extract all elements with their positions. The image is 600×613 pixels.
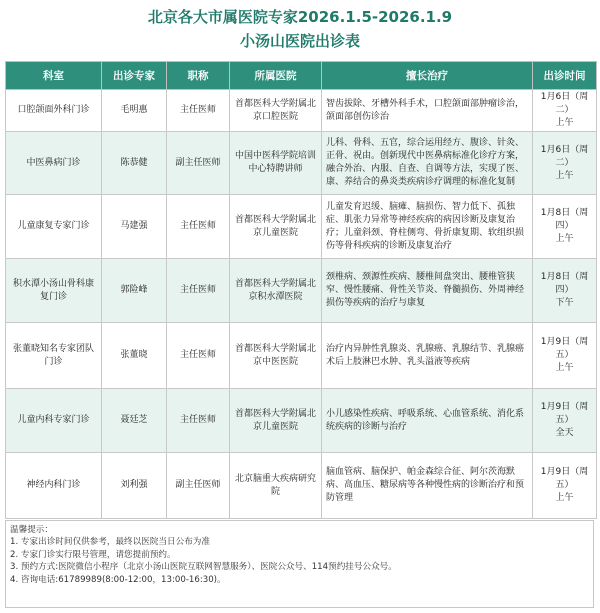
cell-doctor: 毛明惠 <box>102 90 167 132</box>
cell-doctor: 刘利强 <box>102 453 167 519</box>
time-period: 上午 <box>555 493 574 503</box>
time-period: 上午 <box>555 363 574 373</box>
time-period: 全天 <box>555 428 574 438</box>
cell-title: 主任医师 <box>167 323 230 389</box>
table-header-row <box>6 62 597 90</box>
table-row <box>6 323 597 389</box>
time-date: 1月9日（周五） <box>540 402 589 425</box>
cell-doctor: 马建强 <box>102 195 167 259</box>
header-department: 科室 <box>6 62 102 90</box>
cell-doctor: 郭险峰 <box>102 259 167 323</box>
time-period: 下午 <box>555 298 574 308</box>
header-specialty: 擅长治疗 <box>322 62 533 90</box>
table-row <box>6 259 597 323</box>
cell-time <box>533 453 597 519</box>
time-date: 1月9日（周五） <box>540 337 589 360</box>
cell-title: 副主任医师 <box>167 453 230 519</box>
cell-title: 主任医师 <box>167 389 230 453</box>
notice-heading: 温馨提示： <box>10 525 53 535</box>
cell-hospital: 中国中医科学院培训中心特聘讲师 <box>230 132 322 195</box>
cell-hospital: 首都医科大学附属北京儿童医院 <box>230 389 322 453</box>
page-subtitle: 小汤山医院出诊表 <box>239 32 360 50</box>
header-doctor: 出诊专家 <box>102 62 167 90</box>
cell-department: 儿童内科专家门诊 <box>6 389 102 453</box>
table-row <box>6 453 597 519</box>
cell-department: 张董晓知名专家团队门诊 <box>6 323 102 389</box>
cell-hospital: 首都医科大学附属北京儿童医院 <box>230 195 322 259</box>
cell-doctor: 陈恭健 <box>102 132 167 195</box>
time-date: 1月6日（周二） <box>540 144 589 168</box>
header-title: 职称 <box>167 62 230 90</box>
cell-specialty: 儿科、骨科、五官，综合运用经方、腹诊、针灸、正骨、祝由。创新现代中医鼻病标准化诊疗方案，融合外治、内服、自查、自调等方法，实现了医、康、养结合的鼻炎类疾病诊疗调理的标准化复制 <box>322 132 533 195</box>
table-row <box>6 389 597 453</box>
table-row <box>6 195 597 259</box>
cell-department: 积水潭小汤山骨科康复门诊 <box>6 259 102 323</box>
time-period: 上午 <box>555 118 574 128</box>
notice-item: 3. 预约方式:医院微信小程序（北京小汤山医院互联网智慧服务）、医院公众号、114预约挂号公众号。 <box>10 562 397 573</box>
cell-specialty: 智齿拔除、牙槽外科手术，口腔颌面部肿瘤诊治，颌面部创伤诊治 <box>322 90 533 132</box>
cell-title: 主任医师 <box>167 90 230 132</box>
cell-title: 副主任医师 <box>167 132 230 195</box>
cell-hospital: 首都医科大学附属北京口腔医院 <box>230 90 322 132</box>
cell-specialty: 儿童发育迟缓、脑瘫、脑损伤、智力低下、孤独症、肌张力异常等神经疾病的病因诊断及康复治疗；儿童斜颈、脊柱侧弯、骨折康复期、软组织损伤等骨科疾病的诊断及康复治疗 <box>322 195 533 259</box>
cell-time <box>533 323 597 389</box>
cell-title: 主任医师 <box>167 259 230 323</box>
header-time: 出诊时间 <box>533 62 597 90</box>
time-date: 1月8日（周四） <box>540 272 589 295</box>
cell-department: 口腔颌面外科门诊 <box>6 90 102 132</box>
cell-department: 神经内科门诊 <box>6 453 102 519</box>
cell-hospital: 首都医科大学附属北京积水潭医院 <box>230 259 322 323</box>
table-row <box>6 132 597 195</box>
cell-specialty: 颈椎病、颈源性疾病、腰椎间盘突出、腰椎管狭窄、慢性腰痛、骨性关节炎、脊髓损伤、外周神经损伤等疾病的治疗与康复 <box>322 259 533 323</box>
schedule-table <box>5 61 597 519</box>
cell-time <box>533 90 597 132</box>
cell-hospital: 北京脑重大疾病研究院 <box>230 453 322 519</box>
cell-specialty: 治疗内异肿性乳腺炎、乳腺癌、乳腺结节、乳腺癌术后上肢淋巴水肿、乳头溢液等疾病 <box>322 323 533 389</box>
cell-time <box>533 195 597 259</box>
notice-item: 4. 咨询电话:61789989(8:00-12:00，13:00-16:30)。 <box>10 574 226 585</box>
cell-department: 中医鼻病门诊 <box>6 132 102 195</box>
time-date: 1月9日（周五） <box>540 467 589 490</box>
header-hospital: 所属医院 <box>230 62 322 90</box>
table-row <box>6 90 597 132</box>
notice-box <box>5 520 594 608</box>
page-title: 北京各大市属医院专家2026.1.5-2026.1.9 <box>147 8 453 26</box>
cell-time <box>533 259 597 323</box>
notice-item: 1. 专家出诊时间仅供参考，最终以医院当日公布为准 <box>10 537 210 548</box>
cell-doctor: 聂廷芝 <box>102 389 167 453</box>
cell-time <box>533 132 597 195</box>
time-date: 1月6日（周二） <box>540 92 589 115</box>
time-period: 上午 <box>555 234 574 244</box>
cell-department: 儿童康复专家门诊 <box>6 195 102 259</box>
cell-specialty: 小儿感染性疾病、呼吸系统、心血管系统、消化系统疾病的诊断与治疗 <box>322 389 533 453</box>
notice-item: 2. 专家门诊实行限号管理，请您提前预约。 <box>10 549 176 560</box>
cell-doctor: 张董晓 <box>102 323 167 389</box>
cell-title: 主任医师 <box>167 195 230 259</box>
time-date: 1月8日（周四） <box>540 208 589 231</box>
cell-time <box>533 389 597 453</box>
time-period: 上午 <box>555 170 574 181</box>
cell-specialty: 脑血管病、脑保护、帕金森综合征、阿尔茨海默病、高血压、糖尿病等各种慢性病的诊断治疗和预防管理 <box>322 453 533 519</box>
cell-hospital: 首都医科大学附属北京中医医院 <box>230 323 322 389</box>
